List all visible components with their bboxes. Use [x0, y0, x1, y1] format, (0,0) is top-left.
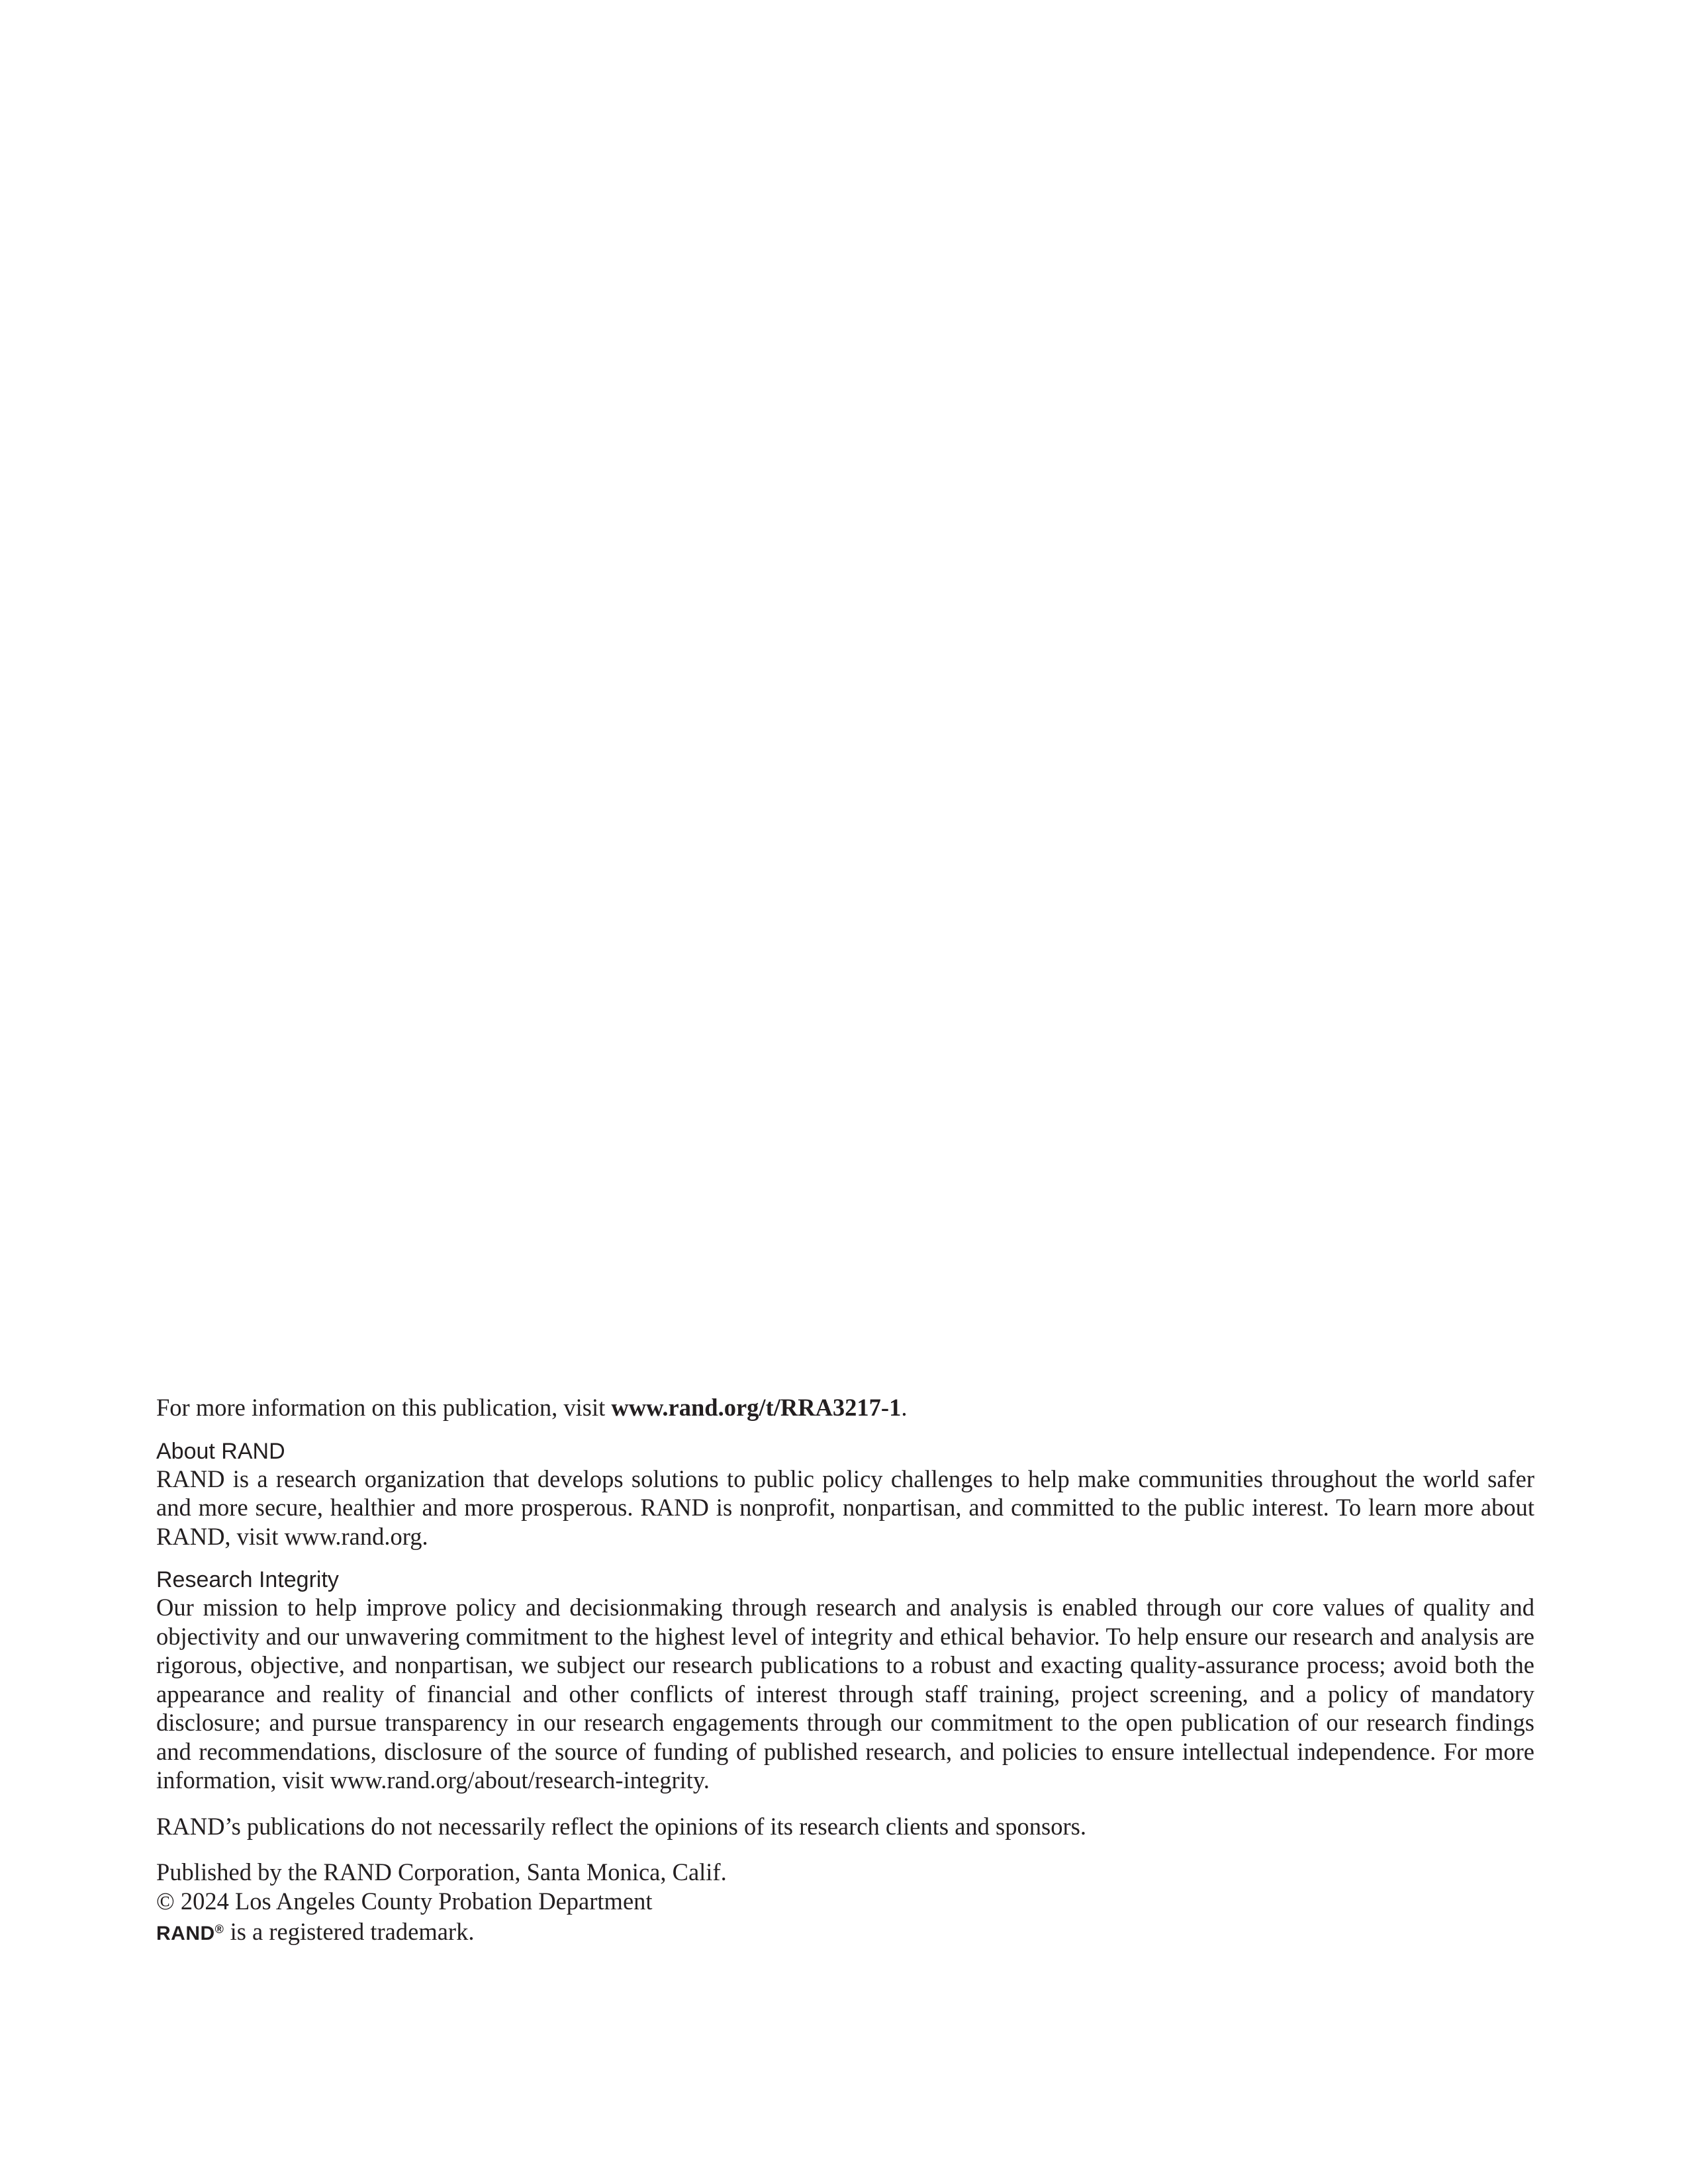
about-rand-body: RAND is a research organization that develops solutions to public policy challenges to help make communities throughout the world safer and more secure, healthier and more prosperous. RAND is nonprofit, nonpartisan, and committed to the public interest. To learn more about RAND, visit www.rand.org.	[156, 1465, 1534, 1550]
publication-url[interactable]: www.rand.org/t/RRA3217-1	[611, 1394, 902, 1421]
copyright-line: © 2024 Los Angeles County Probation Department	[156, 1887, 653, 1915]
research-integrity-body: Our mission to help improve policy and decisionmaking through research and analysis is enabled through our core values of quality and objectivity and our unwavering commitment to the highest level of integrity and ethical behavior. To help ensure our research and analysis are rigorous, objective, and nonpartisan, we subject our research publications to a robust and exacting quality-assurance process; avoid both the appearance and reality of financial and other conflicts of interest through staff training, project screening, and a policy of mandatory disclosure; and pursue transparency in our research engagements through our commitment to the open publication of our research findings and recommendations, disclosure of the source of funding of published research, and policies to ensure intellectual independence. For more information, visit www.rand.org/about/research-integrity.	[156, 1594, 1534, 1794]
about-rand-heading: About RAND	[156, 1438, 285, 1464]
publication-info-prefix: For more information on this publication, visit	[156, 1394, 612, 1421]
rand-wordmark-text: RAND	[156, 1923, 215, 1944]
registered-symbol: ®	[214, 1923, 224, 1936]
copyright-page-content	[156, 1393, 1534, 1948]
publication-info-line	[156, 1393, 1534, 1422]
publication-info-suffix: .	[901, 1394, 908, 1421]
research-integrity-heading: Research Integrity	[156, 1567, 339, 1592]
publisher-line: Published by the RAND Corporation, Santa Monica, Calif.	[156, 1858, 727, 1886]
trademark-text: is a registered trademark.	[224, 1918, 475, 1945]
trademark-line	[156, 1915, 1534, 1948]
rand-wordmark	[156, 1923, 224, 1944]
disclaimer-text: RAND’s publications do not necessarily reflect the opinions of its research clients and sponsors.	[156, 1812, 1086, 1840]
